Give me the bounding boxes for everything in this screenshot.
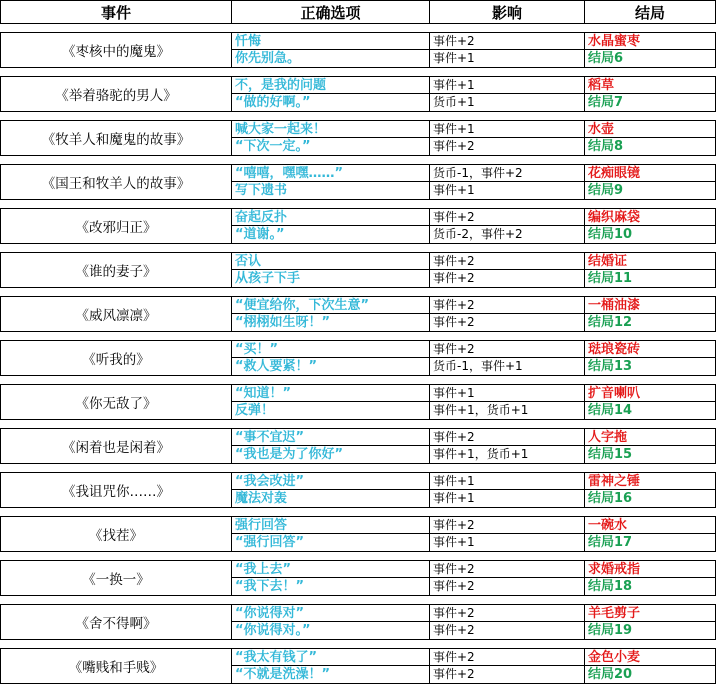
- option-2: “救人要紧！”: [235, 359, 318, 374]
- table-row: [0, 648, 716, 684]
- reward-item: 人字拖: [585, 429, 715, 446]
- ending-label: 结局8: [588, 139, 624, 154]
- option-2: “我也是为了你好”: [235, 447, 344, 462]
- option-2: “强行回答”: [235, 535, 305, 550]
- options-cell: [232, 253, 430, 287]
- reward-item: 花痴眼镜: [585, 165, 715, 182]
- table-row: [0, 120, 716, 156]
- effect-1: 事件+1: [430, 121, 584, 138]
- ending-label: 结局20: [588, 667, 633, 682]
- options-cell: [232, 517, 430, 551]
- effect-1: 事件+2: [430, 341, 584, 358]
- result-cell: [585, 77, 716, 111]
- reward-item: 结婚证: [585, 253, 715, 270]
- effects-cell: [430, 561, 585, 595]
- effects-cell: [430, 341, 585, 375]
- reward-item: 稻草: [585, 77, 715, 94]
- result-cell: [585, 473, 716, 507]
- effect-1: 事件+2: [430, 253, 584, 270]
- option-1: 喊大家一起来！: [232, 121, 429, 138]
- event-name: 《牧羊人和魔鬼的故事》: [0, 121, 232, 155]
- option-2: 你先别急。: [235, 51, 301, 66]
- options-cell: [232, 429, 430, 463]
- option-1: 忏悔: [232, 33, 429, 50]
- effect-2: 事件+2: [433, 579, 475, 593]
- effect-2: 事件+2: [433, 315, 475, 329]
- event-name: 《威风凛凛》: [0, 297, 232, 331]
- options-cell: [232, 385, 430, 419]
- effect-1: 事件+2: [430, 605, 584, 622]
- ending-label: 结局16: [588, 491, 633, 506]
- result-cell: [585, 429, 716, 463]
- table-row: [0, 32, 716, 68]
- effect-1: 事件+2: [430, 429, 584, 446]
- table-row: [0, 296, 716, 332]
- result-cell: [585, 209, 716, 243]
- option-2: 写下遗书: [235, 183, 288, 198]
- reward-item: 雷神之锤: [585, 473, 715, 490]
- option-2: “做的好啊。”: [235, 95, 311, 110]
- result-cell: [585, 165, 716, 199]
- options-cell: [232, 33, 430, 67]
- options-cell: [232, 341, 430, 375]
- ending-label: 结局11: [588, 271, 633, 286]
- result-cell: [585, 517, 716, 551]
- reward-item: 扩音喇叭: [585, 385, 715, 402]
- option-2: 从孩子下手: [235, 271, 301, 286]
- option-2: 反弹！: [235, 403, 275, 418]
- table-row: [0, 164, 716, 200]
- effects-cell: [430, 33, 585, 67]
- effects-cell: [430, 517, 585, 551]
- option-1: “知道！”: [232, 385, 429, 402]
- event-name: 《听我的》: [0, 341, 232, 375]
- header-result: 结局: [585, 1, 716, 23]
- effect-2: 事件+2: [433, 623, 475, 637]
- option-2: 魔法对轰: [235, 491, 288, 506]
- option-1: “你说得对”: [232, 605, 429, 622]
- ending-label: 结局12: [588, 315, 633, 330]
- row-gap: [0, 552, 716, 560]
- row-gap: [0, 288, 716, 296]
- row-gap: [0, 640, 716, 648]
- effects-cell: [430, 297, 585, 331]
- option-2: “道谢。”: [235, 227, 285, 242]
- option-2: “不就是洗澡！”: [235, 667, 331, 682]
- row-gap: [0, 376, 716, 384]
- option-1: “便宜给你，下次生意”: [232, 297, 429, 314]
- effect-2: 货币+1: [433, 95, 475, 109]
- effect-1: 事件+1: [430, 385, 584, 402]
- effect-1: 事件+2: [430, 561, 584, 578]
- reward-item: 水晶蜜枣: [585, 33, 715, 50]
- option-1: “嘻嘻，嘿嘿……”: [232, 165, 429, 182]
- table-header: [0, 0, 716, 24]
- row-gap: [0, 508, 716, 516]
- effect-1: 事件+2: [430, 649, 584, 666]
- table-row: [0, 560, 716, 596]
- result-cell: [585, 341, 716, 375]
- event-name: 《嘴贱和手贱》: [0, 649, 232, 683]
- options-cell: [232, 605, 430, 639]
- table-body: [0, 24, 716, 684]
- options-cell: [232, 209, 430, 243]
- options-cell: [232, 297, 430, 331]
- effect-2: 货币-2，事件+2: [433, 227, 523, 241]
- effect-2: 事件+1: [433, 183, 475, 197]
- event-name: 《改邪归正》: [0, 209, 232, 243]
- row-gap: [0, 112, 716, 120]
- effect-2: 事件+1，货币+1: [433, 447, 529, 461]
- event-name: 《国王和牧羊人的故事》: [0, 165, 232, 199]
- effect-1: 事件+2: [430, 209, 584, 226]
- effects-cell: [430, 165, 585, 199]
- event-name: 《我诅咒你……》: [0, 473, 232, 507]
- option-1: “买！”: [232, 341, 429, 358]
- reward-item: 编织麻袋: [585, 209, 715, 226]
- row-gap: [0, 420, 716, 428]
- row-gap: [0, 244, 716, 252]
- row-gap: [0, 464, 716, 472]
- ending-label: 结局19: [588, 623, 633, 638]
- ending-label: 结局17: [588, 535, 633, 550]
- event-name: 《一换一》: [0, 561, 232, 595]
- result-cell: [585, 297, 716, 331]
- ending-label: 结局10: [588, 227, 633, 242]
- event-name: 《找茬》: [0, 517, 232, 551]
- option-2: “栩栩如生呀！”: [235, 315, 331, 330]
- result-cell: [585, 253, 716, 287]
- event-name: 《舍不得啊》: [0, 605, 232, 639]
- ending-label: 结局14: [588, 403, 633, 418]
- table-row: [0, 384, 716, 420]
- effect-1: 事件+1: [430, 473, 584, 490]
- effect-2: 事件+2: [433, 271, 475, 285]
- table-row: [0, 428, 716, 464]
- row-gap: [0, 332, 716, 340]
- table-row: [0, 604, 716, 640]
- effect-2: 事件+2: [433, 667, 475, 681]
- header-effect: 影响: [430, 1, 585, 23]
- effects-cell: [430, 77, 585, 111]
- option-1: “我上去”: [232, 561, 429, 578]
- table-row: [0, 252, 716, 288]
- option-2: “我下去！”: [235, 579, 305, 594]
- event-name: 《举着骆驼的男人》: [0, 77, 232, 111]
- header-option: 正确选项: [232, 1, 430, 23]
- row-gap: [0, 24, 716, 32]
- result-cell: [585, 33, 716, 67]
- effects-cell: [430, 209, 585, 243]
- table-row: [0, 516, 716, 552]
- options-cell: [232, 77, 430, 111]
- table-row: [0, 472, 716, 508]
- option-1: 强行回答: [232, 517, 429, 534]
- event-name: 《枣核中的魔鬼》: [0, 33, 232, 67]
- reward-item: 求婚戒指: [585, 561, 715, 578]
- reward-item: 金色小麦: [585, 649, 715, 666]
- effects-cell: [430, 605, 585, 639]
- result-cell: [585, 385, 716, 419]
- option-1: “事不宜迟”: [232, 429, 429, 446]
- options-cell: [232, 165, 430, 199]
- row-gap: [0, 596, 716, 604]
- effect-1: 事件+2: [430, 297, 584, 314]
- effect-1: 事件+2: [430, 517, 584, 534]
- ending-label: 结局6: [588, 51, 624, 66]
- option-1: “我太有钱了”: [232, 649, 429, 666]
- effect-2: 事件+1，货币+1: [433, 403, 529, 417]
- result-cell: [585, 649, 716, 683]
- row-gap: [0, 68, 716, 76]
- reward-item: 羊毛剪子: [585, 605, 715, 622]
- effects-cell: [430, 121, 585, 155]
- reward-item: 一桶油漆: [585, 297, 715, 314]
- table-row: [0, 340, 716, 376]
- effect-2: 事件+1: [433, 535, 475, 549]
- reward-item: 琺琅瓷砖: [585, 341, 715, 358]
- options-cell: [232, 649, 430, 683]
- effect-2: 货币-1，事件+1: [433, 359, 523, 373]
- option-1: “我会改进”: [232, 473, 429, 490]
- result-cell: [585, 121, 716, 155]
- option-1: 否认: [232, 253, 429, 270]
- table-row: [0, 76, 716, 112]
- table-row: [0, 208, 716, 244]
- option-2: “你说得对。”: [235, 623, 311, 638]
- row-gap: [0, 156, 716, 164]
- effects-cell: [430, 473, 585, 507]
- effect-2: 事件+1: [433, 51, 475, 65]
- effect-1: 事件+2: [430, 33, 584, 50]
- effects-cell: [430, 385, 585, 419]
- ending-label: 结局13: [588, 359, 633, 374]
- effect-1: 货币-1，事件+2: [430, 165, 584, 182]
- option-1: 不，是我的问题: [232, 77, 429, 94]
- effects-cell: [430, 253, 585, 287]
- options-cell: [232, 121, 430, 155]
- ending-label: 结局18: [588, 579, 633, 594]
- option-2: “下次一定。”: [235, 139, 311, 154]
- event-name: 《谁的妻子》: [0, 253, 232, 287]
- ending-label: 结局15: [588, 447, 633, 462]
- event-name: 《闲着也是闲着》: [0, 429, 232, 463]
- header-event: 事件: [0, 1, 232, 23]
- options-cell: [232, 561, 430, 595]
- reward-item: 水壶: [585, 121, 715, 138]
- result-cell: [585, 561, 716, 595]
- option-1: 奋起反扑: [232, 209, 429, 226]
- ending-label: 结局9: [588, 183, 624, 198]
- event-name: 《你无敌了》: [0, 385, 232, 419]
- effects-cell: [430, 649, 585, 683]
- row-gap: [0, 200, 716, 208]
- options-cell: [232, 473, 430, 507]
- reward-item: 一碗水: [585, 517, 715, 534]
- result-cell: [585, 605, 716, 639]
- effect-2: 事件+1: [433, 491, 475, 505]
- ending-label: 结局7: [588, 95, 624, 110]
- effect-2: 事件+2: [433, 139, 475, 153]
- effects-cell: [430, 429, 585, 463]
- effect-1: 事件+1: [430, 77, 584, 94]
